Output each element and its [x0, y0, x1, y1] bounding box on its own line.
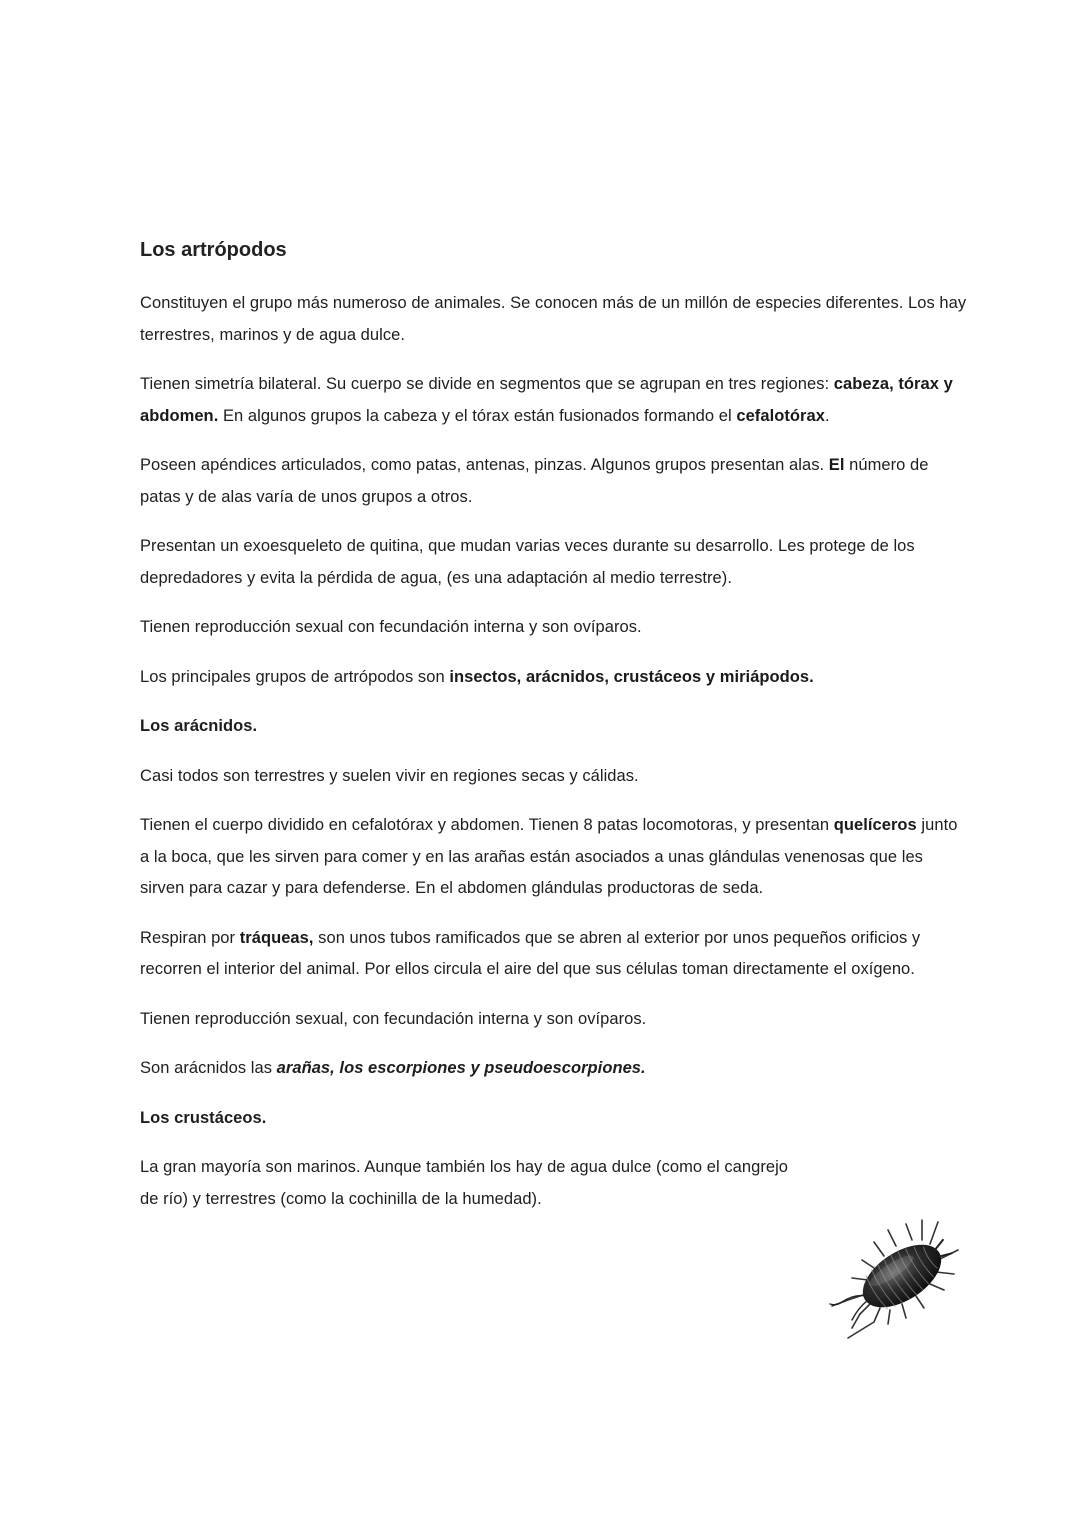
bold-run: El: [828, 456, 845, 474]
document-body: [140, 236, 970, 1233]
paragraph-arachnid-reproduction: Tienen reproducción sexual, con fecundación interna y son ovíparos.: [140, 1009, 647, 1028]
page-title: Los artrópodos: [140, 239, 287, 261]
bold-run: quelíceros: [833, 816, 917, 834]
bold-run: insectos, arácnidos, crustáceos y miriápodos.: [449, 667, 814, 686]
text-run: Tienen el cuerpo dividido en cefalotórax y abdomen. Tienen 8 patas locomotoras, y presentan: [140, 816, 834, 834]
paragraph-exoskeleton: Presentan un exoesqueleto de quitina, que mudan varias veces durante su desarrollo. Les protege de los depredadores y evita la pérdida de agua, (es una adaptación al medio terrestre).: [140, 537, 915, 587]
text-run: .: [824, 406, 830, 425]
paragraph-appendages: [140, 450, 970, 513]
text-run: Son arácnidos las: [140, 1059, 277, 1077]
text-run: número de patas y de alas varía de unos grupos a otros.: [140, 456, 929, 506]
bold-run: tráqueas,: [239, 928, 314, 947]
paragraph-reproduction: Tienen reproducción sexual con fecundación interna y son ovíparos.: [140, 618, 642, 636]
bold-italic-run: arañas, los escorpiones y pseudoescorpiones.: [276, 1059, 646, 1077]
paragraph-intro: Constituyen el grupo más numeroso de animales. Se conocen más de un millón de especies diferentes. Los hay terrestres, marinos y de agua dulce.: [140, 294, 967, 344]
text-run: son unos tubos ramificados que se abren al exterior por unos pequeños orificios y recorren el interior del animal. Por ellos circula el aire del que sus células toman directamente el oxígeno.: [140, 928, 921, 978]
text-run: junto a la boca, que les sirven para comer y en las arañas están asociados a unas glándulas venenosas que les sirven para cazar y para defenderse. En el abdomen glándulas productoras de seda.: [140, 816, 958, 897]
text-run: Los principales grupos de artrópodos son: [140, 667, 450, 686]
paragraph-arachnid-examples: [140, 1053, 970, 1085]
woodlouse-illustration-icon: [826, 1216, 968, 1340]
text-run: En algunos grupos la cabeza y el tórax están fusionados formando el: [218, 406, 737, 425]
paragraph-arachnid-breathing: [140, 923, 970, 986]
bold-run: cabeza, tórax y abdomen.: [140, 375, 953, 425]
bold-run: cefalotórax: [736, 406, 825, 425]
text-run: Tienen simetría bilateral. Su cuerpo se divide en segmentos que se agrupan en tres regiones:: [140, 375, 834, 393]
section-heading-arachnids: Los arácnidos.: [140, 717, 258, 735]
text-run: Respiran por: [140, 928, 240, 947]
paragraph-crustacean-habitat: La gran mayoría son marinos. Aunque también los hay de agua dulce (como el cangrejo de río) y terrestres (como la cochinilla de la humedad).: [140, 1158, 789, 1208]
paragraph-symmetry: [140, 369, 970, 432]
text-run: Poseen apéndices articulados, como patas, antenas, pinzas. Algunos grupos presentan alas.: [140, 456, 829, 474]
paragraph-groups: [140, 662, 970, 694]
paragraph-arachnid-habitat: Casi todos son terrestres y suelen vivir en regiones secas y cálidas.: [140, 766, 639, 785]
paragraph-arachnid-body: [140, 810, 970, 905]
section-heading-crustaceans: Los crustáceos.: [140, 1108, 267, 1127]
